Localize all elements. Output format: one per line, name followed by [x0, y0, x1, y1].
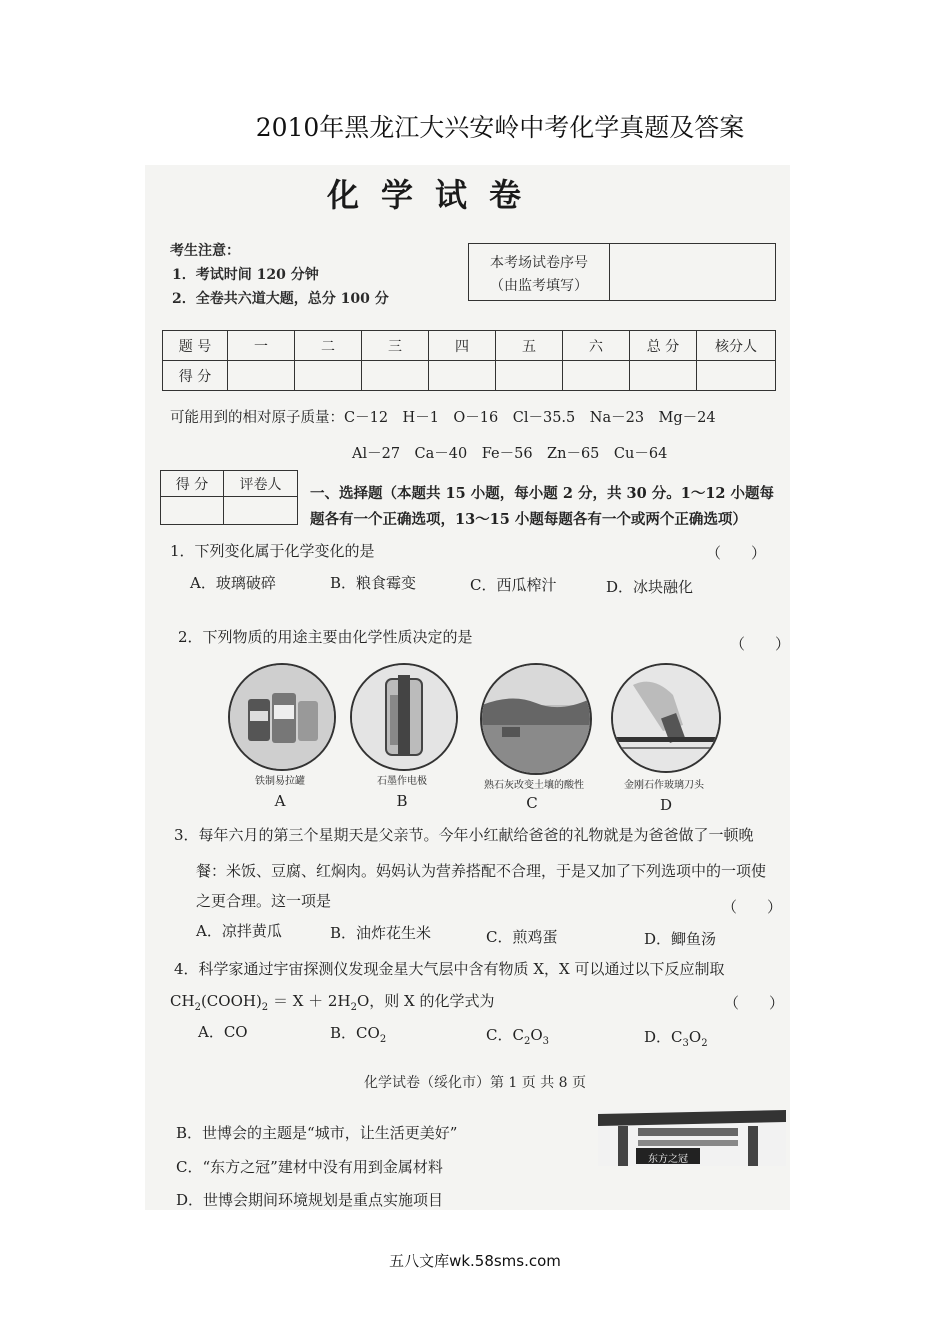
- score-row-label: 得 分: [163, 361, 228, 391]
- grader-cell: [224, 497, 298, 525]
- site-footer: 五八文库wk.58sms.com: [389, 1252, 561, 1270]
- score-cell: [697, 361, 776, 391]
- serial-sublabel: （由监考填写）: [490, 278, 588, 294]
- question-4-answer-paren: （ ）: [724, 994, 785, 1012]
- score-cell: [362, 361, 429, 391]
- grader-cell: [161, 497, 224, 525]
- image-a-letter: A: [274, 792, 286, 810]
- grader-label: 评卷人: [224, 471, 298, 497]
- atomic-masses-line-1: 可能用到的相对原子质量：C－12 H－1 O－16 Cl－35.5 Na－23 Mg－24: [170, 410, 716, 426]
- image-b-caption: 石墨作电极: [377, 776, 427, 787]
- china-pavilion-caption: 东方之冠: [648, 1154, 688, 1165]
- score-header-cell: 六: [563, 331, 630, 361]
- document-title: 2010年黑龙江大兴安岭中考化学真题及答案: [255, 113, 745, 142]
- question-3-option-c: C．煎鸡蛋: [486, 928, 558, 946]
- image-c-caption: 熟石灰改变土壤的酸性: [484, 780, 584, 791]
- question-4-equation: $CH_2(COOH)_2 = X + 2H_2O$，则 X 的化学式为: [170, 992, 495, 1013]
- score-cell: [630, 361, 697, 391]
- score-cell: [295, 361, 362, 391]
- china-pavilion-image: [598, 1110, 786, 1166]
- section-1-heading-cont: 题各有一个正确选项，13～15 小题每题各有一个或两个正确选项）: [310, 511, 747, 528]
- question-1-answer-paren: （ ）: [706, 544, 767, 562]
- question-3-line-2: 餐：米饭、豆腐、红焖肉。妈妈认为营养搭配不合理，于是又加了下列选项中的一项使: [196, 862, 767, 880]
- score-header-cell: 五: [496, 331, 563, 361]
- score-header-cell: 题 号: [163, 331, 228, 361]
- score-header-cell: 总 分: [630, 331, 697, 361]
- atomic-masses-line-2: Al－27 Ca－40 Fe－56 Zn－65 Cu－64: [352, 446, 668, 462]
- question-3-option-b: B．油炸花生米: [330, 924, 432, 942]
- paper-page-footer: 化学试卷（绥化市）第 1 页 共 8 页: [363, 1075, 587, 1091]
- score-header-cell: 核分人: [697, 331, 776, 361]
- question-2-stem: 2．下列物质的用途主要由化学性质决定的是: [178, 628, 473, 646]
- serial-number-box: [468, 243, 776, 301]
- image-d-letter: D: [659, 796, 673, 814]
- grader-score-label: 得 分: [161, 471, 224, 497]
- question-4-line-1: 4．科学家通过宇宙探测仪发现金星大气层中含有物质 X，X 可以通过以下反应制取: [174, 960, 725, 978]
- image-d-caption: 金刚石作玻璃刀头: [624, 780, 704, 791]
- score-cell: [496, 361, 563, 391]
- image-c-letter: C: [526, 794, 538, 812]
- score-cell: [228, 361, 295, 391]
- score-cell: [563, 361, 630, 391]
- question-4-option-c: C．$C_2O_3$: [486, 1026, 550, 1047]
- question-1-option-c: C．西瓜榨汁: [470, 576, 557, 594]
- notice-heading: 考生注意：: [170, 243, 240, 259]
- question-3-option-a: A．凉拌黄瓜: [196, 922, 282, 940]
- score-header-cell: 三: [362, 331, 429, 361]
- image-b-letter: B: [396, 792, 408, 810]
- question-1-option-a: A．玻璃破碎: [190, 574, 276, 592]
- paper-title: 化学试卷: [326, 176, 543, 214]
- score-cell: [429, 361, 496, 391]
- question-3-answer-paren: （ ）: [722, 898, 783, 916]
- section-1-heading: 一、选择题（本题共 15 小题，每小题 2 分，共 30 分。1～12 小题每: [310, 485, 775, 502]
- question-1-option-d: D．冰块融化: [606, 578, 694, 596]
- notice-item-2: 2．全卷共六道大题，总分 100 分: [172, 291, 389, 307]
- score-header-cell: 一: [228, 331, 295, 361]
- question-4-option-a: A．CO: [198, 1023, 248, 1041]
- steel-can-image: [228, 663, 336, 771]
- grader-box: [160, 470, 298, 525]
- graphite-electrode-image: [350, 663, 458, 771]
- expo-option-c: C．“东方之冠”建材中没有用到金属材料: [176, 1158, 443, 1176]
- score-header-cell: 四: [429, 331, 496, 361]
- notice-item-1: 1．考试时间 120 分钟: [172, 267, 319, 283]
- expo-option-d: D．世博会期间环境规划是重点实施项目: [176, 1191, 444, 1209]
- question-1-stem: 1．下列变化属于化学变化的是: [170, 542, 375, 560]
- question-1-option-b: B．粮食霉变: [330, 574, 417, 592]
- question-3-line-3: 之更合理。这一项是: [196, 892, 332, 910]
- question-2-answer-paren: （ ）: [730, 635, 791, 653]
- serial-label: 本考场试卷序号: [490, 255, 588, 271]
- diamond-glass-cutter-image: [611, 663, 721, 773]
- question-4-option-d: D．$C_3O_2$: [644, 1028, 708, 1049]
- expo-option-b: B．世博会的主题是“城市，让生活更美好”: [176, 1124, 458, 1142]
- image-a-caption: 铁制易拉罐: [255, 776, 305, 787]
- lime-soil-image: [480, 663, 592, 775]
- question-3-option-d: D．鲫鱼汤: [644, 930, 717, 948]
- question-4-option-b: B．$CO_2$: [330, 1024, 387, 1045]
- score-header-cell: 二: [295, 331, 362, 361]
- score-table: [162, 330, 776, 391]
- question-3-line-1: 3．每年六月的第三个星期天是父亲节。今年小红献给爸爸的礼物就是为爸爸做了一顿晚: [174, 826, 754, 844]
